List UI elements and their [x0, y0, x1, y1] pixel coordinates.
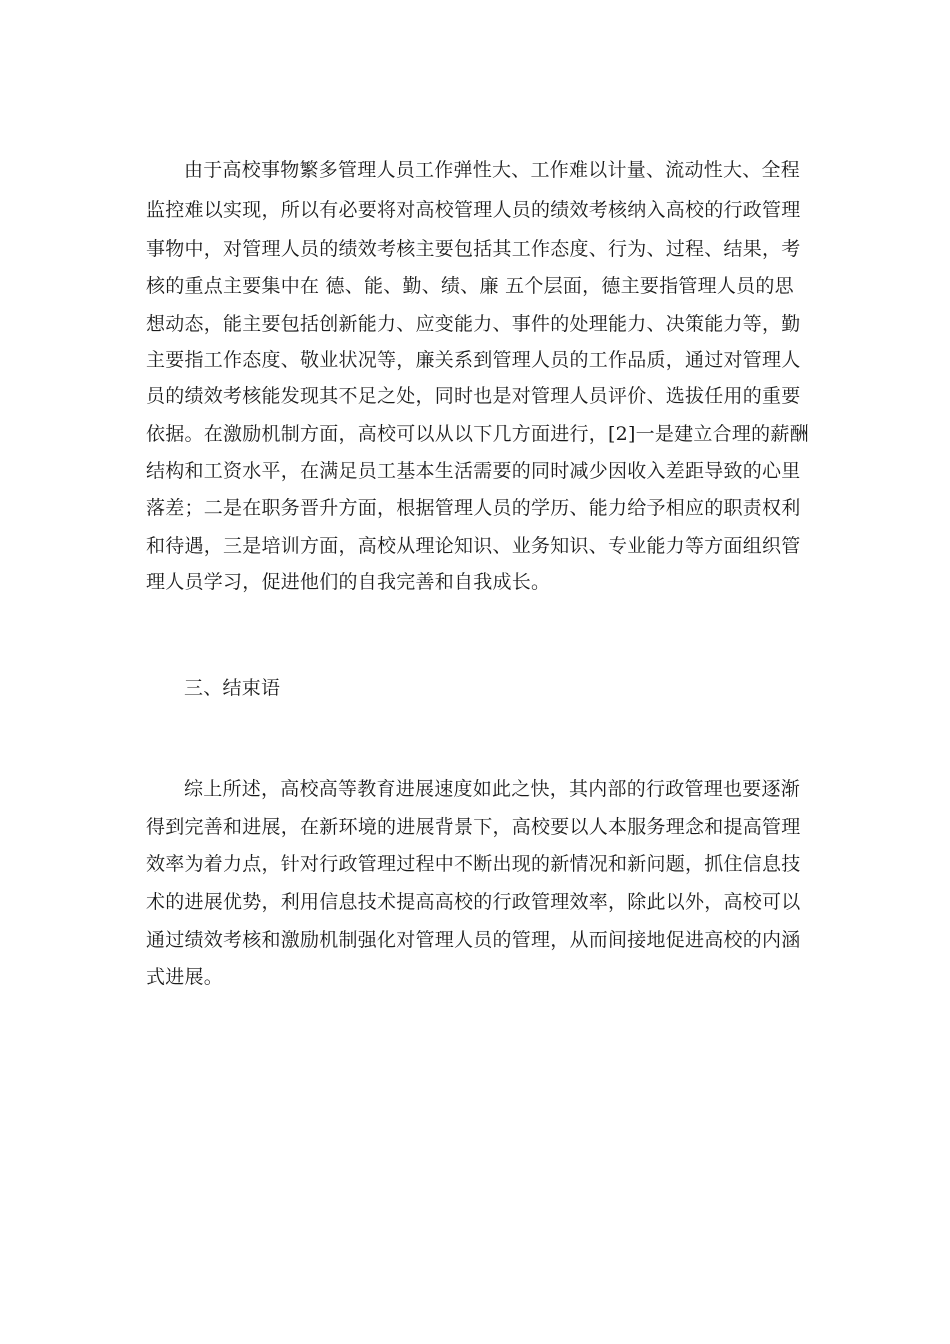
paragraph-line: 监控难以实现，所以有必要将对高校管理人员的绩效考核纳入高校的行政管理 — [146, 199, 801, 221]
paragraph-line: 和待遇，三是培训方面，高校从理论知识、业务知识、专业能力等方面组织管 — [146, 535, 801, 557]
paragraph-line: 核的重点主要集中在 德、能、勤、绩、廉 五个层面，德主要指管理人员的思 — [146, 275, 794, 297]
section-heading: 三、结束语 — [184, 677, 281, 699]
paragraph-line: 综上所述，高校高等教育进展速度如此之快，其内部的行政管理也要逐渐 — [184, 778, 801, 800]
paragraph-line: 得到完善和进展，在新环境的进展背景下，高校要以人本服务理念和提高管理 — [146, 816, 801, 838]
paragraph-line: 想动态，能主要包括创新能力、应变能力、事件的处理能力、决策能力等，勤 — [146, 313, 801, 335]
paragraph-line: 落差；二是在职务晋升方面，根据管理人员的学历、能力给予相应的职责权利 — [146, 497, 801, 519]
paragraph-line: 主要指工作态度、敬业状况等，廉关系到管理人员的工作品质，通过对管理人 — [146, 349, 801, 371]
paragraph-line: 由于高校事物繁多管理人员工作弹性大、工作难以计量、流动性大、全程 — [184, 159, 801, 181]
paragraph-line: 理人员学习，促进他们的自我完善和自我成长。 — [146, 571, 551, 593]
paragraph-line: 结构和工资水平，在满足员工基本生活需要的同时减少因收入差距导致的心里 — [146, 460, 801, 482]
paragraph-line: 员的绩效考核能发现其不足之处，同时也是对管理人员评价、选拔任用的重要 — [146, 385, 801, 407]
paragraph-line: 术的进展优势，利用信息技术提高高校的行政管理效率，除此以外，高校可以 — [146, 891, 801, 913]
paragraph-line: 效率为着力点，针对行政管理过程中不断出现的新情况和新问题，抓住信息技 — [146, 853, 801, 875]
paragraph-line: 依据。在激励机制方面，高校可以从以下几方面进行，[2]一是建立合理的薪酬 — [146, 423, 809, 445]
paragraph-line: 通过绩效考核和激励机制强化对管理人员的管理，从而间接地促进高校的内涵 — [146, 929, 801, 951]
paragraph-line: 式进展。 — [146, 966, 224, 988]
paragraph-line: 事物中，对管理人员的绩效考核主要包括其工作态度、行为、过程、结果，考 — [146, 238, 801, 260]
